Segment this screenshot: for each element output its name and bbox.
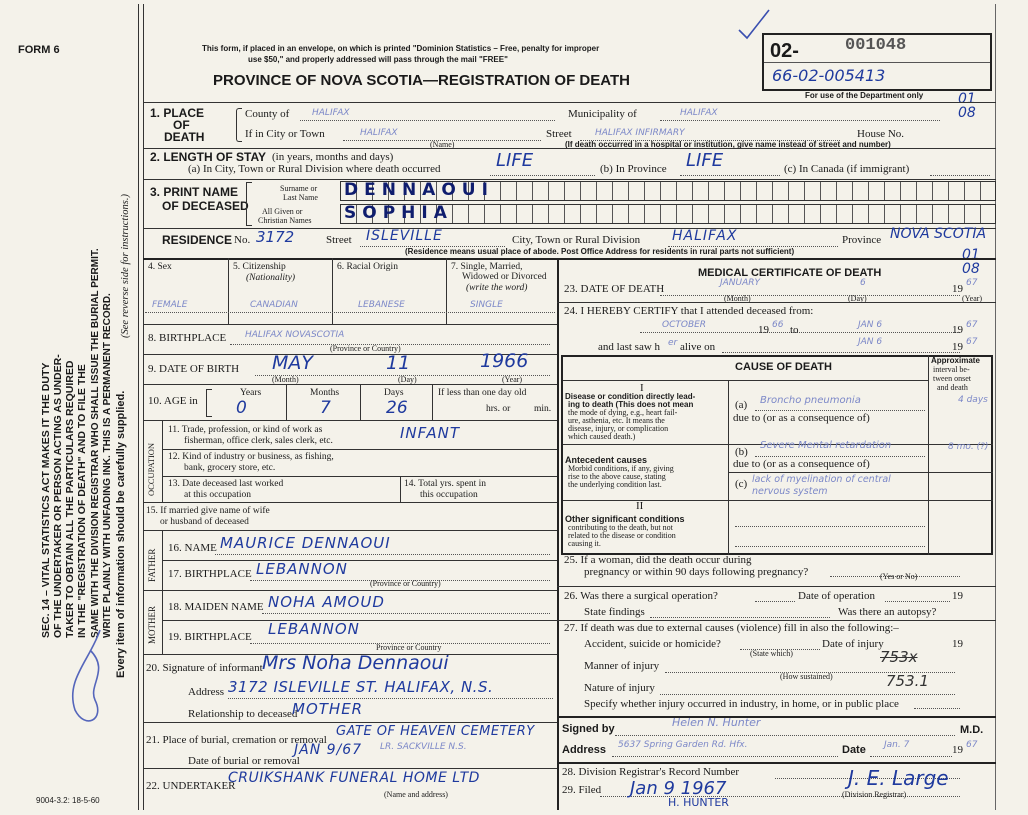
- autopsy-label: Was there an autopsy?: [838, 606, 937, 618]
- registration-number: 001048: [845, 36, 907, 55]
- residence-province-label: Province: [842, 234, 882, 246]
- burial-place-note: LR. SACKVILLE N.S.: [380, 742, 467, 752]
- undertaker-hint: (Name and address): [384, 790, 448, 799]
- department-code: 01 08: [958, 91, 976, 121]
- city-name-hint: (Name): [430, 140, 455, 149]
- sex-label: 4. Sex: [148, 262, 172, 272]
- disease-label-5: disease, injury, or complication: [568, 424, 669, 433]
- surname-label-2: Last Name: [283, 193, 318, 202]
- external-label: 27. If death was due to external causes (violence) fill in also the following:–: [564, 622, 899, 634]
- date-year: 67: [966, 740, 978, 750]
- undertaker-label: 22. UNDERTAKER: [146, 780, 236, 792]
- side-text-7: Every item of information should be carefully supplied.: [115, 390, 127, 678]
- cause-a-line: [755, 410, 925, 411]
- occupation-l13a: 13. Date deceased last worked: [168, 479, 284, 489]
- residence-no-value: 3172: [256, 228, 295, 246]
- residence-province-value: NOVA SCOTIA: [890, 226, 987, 242]
- cause-b-label: (b): [735, 446, 748, 458]
- father-side-label: FATHER: [147, 548, 157, 582]
- racial-value: LEBANESE: [358, 300, 405, 310]
- death-year-hint: (Year): [962, 294, 983, 303]
- mother-hint: Province or Country: [376, 643, 442, 652]
- disease-label-1: Disease or condition directly lead-: [565, 392, 696, 401]
- father-name-line: [215, 554, 550, 555]
- citizenship-value: CANADIAN: [250, 300, 298, 310]
- signed-value: Helen N. Hunter: [672, 716, 761, 729]
- occupation-l15b: or husband of deceased: [160, 517, 249, 527]
- street-value: HALIFAX INFIRMARY: [595, 128, 685, 138]
- burial-label: 21. Place of burial, cremation or removal: [146, 734, 327, 746]
- surname-label-1: Surname or: [280, 184, 318, 193]
- citizenship-label: 5. Citizenship: [233, 262, 286, 272]
- dob-month: MAY: [272, 352, 313, 374]
- marital-value: SINGLE: [470, 300, 503, 310]
- col-sep-2: [332, 258, 333, 324]
- other-label-3: related to the disease or condition: [568, 531, 676, 540]
- nature-line: [660, 694, 955, 695]
- residence-label: RESIDENCE: [162, 233, 233, 247]
- side-text-5: SAME WITH THE DIVISION REGISTRAR WHO SHALL ISSUE THE BURIAL PERMIT.: [90, 248, 101, 638]
- rule-11: [162, 476, 557, 477]
- age-hrs-min: hrs. or min.: [486, 404, 552, 414]
- death-year: 67: [966, 278, 978, 288]
- county-label: County of: [245, 108, 290, 120]
- interval-label-3: tween onset: [933, 374, 971, 383]
- age-years-label: Years: [240, 388, 262, 398]
- registrar-signature: J. E. Large: [848, 766, 949, 790]
- postage-note-2: use $50," and properly addressed will pass through the mail "FREE": [248, 55, 508, 64]
- postage-note-1: This form, if placed in an envelope, on which is printed "Dominion Statistics – Free, penalty for improper: [202, 44, 600, 53]
- woman-yes-no: (Yes or No): [880, 572, 918, 581]
- rule-m6: [557, 762, 996, 764]
- cause-b-line: [755, 456, 925, 457]
- check-mark: [735, 6, 775, 42]
- record-number-label: 28. Division Registrar's Record Number: [562, 766, 740, 778]
- father-birthplace-value: LEBANNON: [256, 560, 348, 578]
- interval-label-4: and death: [937, 383, 968, 392]
- informant-address-line: [228, 698, 553, 699]
- death-month-hint: (Month): [724, 294, 751, 303]
- interval-label-1: Approximate: [931, 356, 980, 365]
- antecedent-label-3: rise to the above cause, stating: [568, 472, 666, 481]
- left-margin-line: [143, 4, 144, 810]
- stay-a-value: LIFE: [496, 150, 534, 171]
- certify-from-year: 66: [772, 320, 784, 330]
- date-value: Jan. 7: [884, 740, 910, 750]
- city-value: HALIFAX: [360, 128, 398, 138]
- signed-label: Signed by: [562, 723, 615, 735]
- other-line-2: [735, 546, 925, 547]
- certify-to-label: to: [790, 324, 799, 336]
- residence-street-label: Street: [326, 234, 352, 246]
- date-year-prefix: 19: [952, 744, 963, 756]
- rule-10: [162, 449, 557, 450]
- col-sep-1: [228, 258, 229, 324]
- date-label: Date: [842, 744, 866, 756]
- occupation-l12b: bank, grocery store, etc.: [184, 463, 276, 473]
- municipality-label: Municipality of: [568, 108, 637, 120]
- mother-sep: [162, 590, 163, 654]
- mother-birthplace-value: LEBANNON: [268, 620, 360, 638]
- side-text-8: (See reverse side for instructions.): [120, 194, 131, 338]
- rule-m1: [557, 302, 996, 303]
- cause-due-to-1: due to (or as a consequence of): [733, 412, 870, 424]
- age-days-value: 26: [386, 398, 408, 418]
- marital-hint: (write the word): [466, 283, 528, 293]
- other-line-1: [735, 526, 925, 527]
- burial-date-label: Date of burial or removal: [188, 755, 300, 767]
- registration-divider: [764, 62, 990, 63]
- stay-a-line: [490, 175, 595, 176]
- birthplace-value: HALIFAX NOVASCOTIA: [245, 330, 345, 340]
- occupation-l14b: this occupation: [420, 490, 478, 500]
- age-months-value: 7: [320, 398, 331, 418]
- stay-c-label: (c) In Canada (if immigrant): [784, 163, 910, 175]
- county-value: HALIFAX: [312, 108, 350, 118]
- stay-c-line: [930, 175, 990, 176]
- county-line: [300, 120, 555, 121]
- disease-label-3: the mode of dying, e.g., heart fail-: [568, 408, 678, 417]
- age-sep-3: [432, 384, 433, 420]
- city-label: If in City or Town: [245, 128, 325, 140]
- registrar-hint: (Division Registrar): [842, 790, 907, 799]
- specify-line: [914, 708, 960, 709]
- registration-prefix: 02-: [770, 40, 799, 62]
- cause-a-value: Broncho pneumonia: [760, 395, 861, 406]
- other-label-1: Other significant conditions: [565, 514, 685, 524]
- certify-to-year: 67: [966, 320, 978, 330]
- surgery-date-line: [885, 601, 950, 602]
- address-line: [612, 756, 838, 757]
- surgery-date-label: Date of operation: [798, 590, 875, 602]
- injury-year-prefix: 19: [952, 638, 963, 650]
- burial-date-value: JAN 9/67: [294, 742, 363, 758]
- cause-a-label: (a): [735, 399, 748, 411]
- occupation-l15a: 15. If married give name of wife: [146, 506, 270, 516]
- father-name-label: 16. NAME: [168, 542, 217, 554]
- rule-12: [143, 502, 557, 503]
- woman-label-b: pregnancy or within 90 days following pregnancy?: [584, 566, 809, 578]
- cause-title: CAUSE OF DEATH: [735, 361, 832, 373]
- cause-c-value: lack of myelination of central nervous system: [752, 474, 891, 497]
- residence-no-label: No.: [234, 234, 251, 246]
- stay-label: 2. LENGTH OF STAY: [150, 150, 267, 164]
- certify-from-date: OCTOBER: [662, 320, 707, 330]
- disease-label-4: ure, asthenia, etc. It means the: [568, 416, 665, 425]
- occupation-value: INFANT: [400, 424, 461, 442]
- rule-6: [143, 324, 557, 325]
- death-day: 6: [860, 278, 866, 288]
- rule-19: [143, 768, 557, 769]
- rule-15: [143, 590, 557, 591]
- sex-value: FEMALE: [152, 300, 188, 310]
- given-value: SOPHIA: [344, 203, 453, 223]
- informant-address-value: 3172 ISLEVILLE ST. HALIFAX, N.S.: [228, 678, 494, 696]
- undertaker-value: CRUIKSHANK FUNERAL HOME LTD: [228, 770, 480, 786]
- side-text-6: WRITE PLAINLY WITH UNFADING INK. THIS IS A PERMANENT RECORD.: [102, 293, 113, 638]
- rule-3: [143, 179, 996, 180]
- place-bracket: [236, 108, 242, 142]
- roman-2: II: [636, 500, 644, 512]
- col-sep-3: [446, 258, 447, 324]
- father-hint: (Province or Country): [370, 579, 441, 588]
- cause-b-value: Severe Mental retardation: [760, 440, 892, 451]
- filed-label: 29. Filed: [562, 784, 602, 796]
- dob-month-hint: (Month): [272, 375, 299, 384]
- disease-label-2: ing to death (This does not mean: [568, 400, 694, 409]
- residence-note: (Residence means usual place of abode. Post Office Address for residents in rural parts not sufficient): [405, 247, 795, 256]
- woman-label-a: 25. If a woman, did the death occur during: [564, 554, 752, 566]
- surgery-label: 26. Was there a surgical operation?: [564, 590, 718, 602]
- place-label-2: OF: [173, 118, 190, 132]
- cause-rule-b: [728, 472, 993, 473]
- occupation-l14a: 14. Total yrs. spent in: [404, 479, 487, 489]
- given-label-2: Christian Names: [258, 216, 312, 225]
- other-label-2: contributing to the death, but not: [568, 523, 673, 532]
- name-label-1: 3. PRINT NAME: [150, 185, 239, 199]
- side-text-4: IN THE "REGISTRATION OF DEATH" AND TO FILE THE: [76, 364, 88, 638]
- certify-from-year-prefix: 19: [758, 324, 769, 336]
- cause-due-to-2: due to (or as a consequence of): [733, 458, 870, 470]
- dob-year: 1966: [480, 350, 529, 372]
- nature-label: Nature of injury: [584, 682, 655, 694]
- specify-label: Specify whether injury occurred in industry, in home, or in public place: [584, 698, 899, 710]
- cause-rule-c: [563, 500, 993, 501]
- informant-relationship-value: MOTHER: [292, 700, 364, 718]
- cause-a-interval: 4 days: [958, 395, 988, 405]
- dob-day: 11: [386, 352, 411, 374]
- center-divider: [557, 258, 559, 810]
- citizenship-hint: (Nationality): [246, 273, 296, 283]
- accident-label: Accident, suicide or homicide?: [584, 638, 721, 650]
- surgery-year-prefix: 19: [952, 590, 963, 602]
- form-code: 9004-3.2: 18-5-60: [36, 796, 100, 805]
- how-sustained: (How sustained): [780, 672, 833, 681]
- occupation-side-label: OCCUPATION: [146, 442, 156, 496]
- mother-side-label: MOTHER: [147, 606, 157, 644]
- death-day-hint: (Day): [848, 294, 867, 303]
- signed-line: [615, 735, 955, 736]
- residence-division-label: City, Town or Rural Division: [512, 234, 641, 246]
- surname-value: DENNAOUI: [344, 180, 494, 200]
- cause-sep-interval: [928, 355, 929, 555]
- place-label-3: DEATH: [164, 130, 205, 144]
- last-date: JAN 6: [858, 337, 883, 347]
- certify-to-year-prefix: 19: [952, 324, 963, 336]
- stay-b-value: LIFE: [686, 150, 724, 171]
- rule-9: [143, 420, 557, 421]
- rule-13: [143, 530, 557, 531]
- dob-day-hint: (Day): [398, 375, 417, 384]
- rule-18: [143, 722, 557, 723]
- house-label: House No.: [857, 128, 905, 140]
- antecedent-label-4: the underlying condition last.: [568, 480, 662, 489]
- place-label-1: 1. PLACE: [150, 106, 205, 120]
- death-date-label: 23. DATE OF DEATH: [564, 283, 665, 295]
- stay-a-label: (a) In City, Town or Rural Division where death occurred: [188, 163, 441, 175]
- father-birthplace-label: 17. BIRTHPLACE: [168, 568, 252, 580]
- rule-5: [143, 258, 996, 260]
- rule-m5: [557, 716, 996, 718]
- hunter-print: H. HUNTER: [668, 796, 729, 809]
- cause-sep-label: [728, 380, 729, 555]
- side-text-2: OF THE UNDERTAKER OR PERSON ACTING AS UNDER-: [52, 354, 64, 638]
- side-text-3: TAKER TO OBTAIN ALL THE PARTICULARS REQUIRED: [64, 360, 76, 638]
- stay-hint: (in years, months and days): [272, 151, 394, 163]
- certify-to-date: JAN 6: [858, 320, 883, 330]
- occupation-l11a: 11. Trade, profession, or kind of work as: [168, 425, 323, 435]
- margin-signature: [60, 620, 120, 740]
- burial-place-value: GATE OF HEAVEN CEMETERY: [336, 724, 535, 739]
- alive-on-label: alive on: [680, 341, 716, 353]
- mother-maiden-label: 18. MAIDEN NAME: [168, 601, 264, 613]
- date-line: [870, 756, 952, 757]
- residence-street-value: ISLEVILLE: [366, 228, 443, 244]
- death-date-line: [660, 295, 960, 296]
- municipality-line: [660, 120, 940, 121]
- nature-code: 753.1: [886, 672, 929, 690]
- rule-top: [143, 102, 996, 103]
- age-label: 10. AGE in: [148, 395, 198, 407]
- rule-8: [143, 384, 557, 385]
- filed-value: Jan 9 1967: [630, 778, 727, 799]
- last-year: 67: [966, 337, 978, 347]
- accident-state-which: (State which): [750, 649, 793, 658]
- address-label: Address: [562, 744, 607, 756]
- mother-maiden-line: [262, 613, 550, 614]
- informant-address-label: Address: [188, 686, 225, 698]
- hospital-note: (If death occurred in a hospital or institution, give name instead of street and number): [565, 140, 891, 149]
- cause-c-label: (c): [735, 478, 748, 490]
- last-saw-value: er: [668, 338, 678, 348]
- mother-birthplace-label: 19. BIRTHPLACE: [168, 631, 252, 643]
- interval-label-2: interval be-: [933, 365, 970, 374]
- informant-signature: Mrs Noha Dennaoui: [262, 652, 449, 674]
- birthplace-hint: (Province or Country): [330, 344, 401, 353]
- age-less-than-day: If less than one day old: [438, 388, 527, 398]
- md-label: M.D.: [960, 724, 984, 736]
- manner-label: Manner of injury: [584, 660, 660, 672]
- street-label: Street: [546, 128, 572, 140]
- medical-title: MEDICAL CERTIFICATE OF DEATH: [698, 267, 882, 279]
- informant-label: 20. Signature of informant: [146, 662, 263, 674]
- department-code-2: 01 08: [962, 247, 980, 277]
- name-bracket: [246, 182, 252, 226]
- occupation-sep-2: [400, 476, 401, 502]
- dob-year-hint: (Year): [502, 375, 523, 384]
- disease-label-6: which caused death.): [568, 432, 636, 441]
- manner-code: 753x: [880, 648, 918, 666]
- residence-division-value: HALIFAX: [672, 228, 738, 244]
- occupation-l13b: at this occupation: [184, 490, 252, 500]
- other-label-4: causing it.: [568, 539, 601, 548]
- age-months-label: Months: [310, 388, 340, 398]
- occupation-l11b: fisherman, office clerk, sales clerk, etc.: [184, 436, 333, 446]
- racial-label: 6. Racial Origin: [337, 262, 398, 272]
- occupation-sep: [162, 420, 163, 502]
- father-name-value: MAURICE DENNAOUI: [220, 534, 391, 552]
- department-note: For use of the Department only: [805, 91, 924, 100]
- roman-1: I: [640, 382, 644, 394]
- certify-label: 24. I HEREBY CERTIFY that I attended deceased from:: [564, 305, 814, 317]
- age-bracket: [206, 389, 212, 417]
- age-sep-1: [286, 384, 287, 420]
- name-label-2: OF DECEASED: [162, 199, 249, 213]
- municipality-value: HALIFAX: [680, 108, 718, 118]
- dob-label: 9. DATE OF BIRTH: [148, 363, 240, 375]
- occupation-l12a: 12. Kind of industry or business, as fishing,: [168, 452, 334, 462]
- death-year-prefix: 19: [952, 283, 963, 295]
- death-month: JANUARY: [720, 278, 761, 288]
- stay-b-line: [680, 175, 780, 176]
- age-sep-2: [360, 384, 361, 420]
- certify-line-1: [640, 332, 960, 333]
- antecedent-label-1: Antecedent causes: [565, 455, 648, 465]
- cause-b-interval: 8 mo. (?): [948, 442, 989, 452]
- page-title: PROVINCE OF NOVA SCOTIA—REGISTRATION OF DEATH: [213, 72, 630, 89]
- cause-title-rule: [563, 380, 928, 381]
- last-year-prefix: 19: [952, 341, 963, 353]
- birthplace-label: 8. BIRTHPLACE: [148, 332, 227, 344]
- marital-label-1: 7. Single, Married,: [451, 262, 523, 272]
- stay-b-label: (b) In Province: [600, 163, 667, 175]
- address-value: 5637 Spring Garden Rd. Hfx.: [618, 740, 748, 750]
- surgery-line: [755, 601, 795, 602]
- side-text-1: SEC. 14 – VITAL STATISTICS ACT MAKES IT THE DUTY: [40, 362, 52, 638]
- injury-date-label: Date of injury: [822, 638, 884, 650]
- form-number: FORM 6: [18, 44, 60, 56]
- state-findings-label: State findings: [584, 606, 645, 618]
- rule-m3: [557, 586, 996, 587]
- rule-2: [143, 148, 996, 149]
- mother-maiden-value: NOHA AMOUD: [268, 593, 385, 611]
- personal-line: [145, 312, 555, 313]
- rule-14: [162, 560, 557, 561]
- given-label-1: All Given or: [262, 207, 303, 216]
- last-saw-label: and last saw h: [598, 341, 661, 353]
- rule-m4: [557, 620, 996, 621]
- age-days-label: Days: [384, 388, 404, 398]
- marital-label-2: Widowed or Divorced: [462, 272, 547, 282]
- antecedent-label-2: Morbid conditions, if any, giving: [568, 464, 674, 473]
- department-number: 66-02-005413: [772, 66, 886, 85]
- findings-line: [650, 617, 830, 618]
- age-years-value: 0: [236, 398, 247, 418]
- alive-on-line: [722, 352, 960, 353]
- informant-relationship-label: Relationship to deceased: [188, 708, 298, 720]
